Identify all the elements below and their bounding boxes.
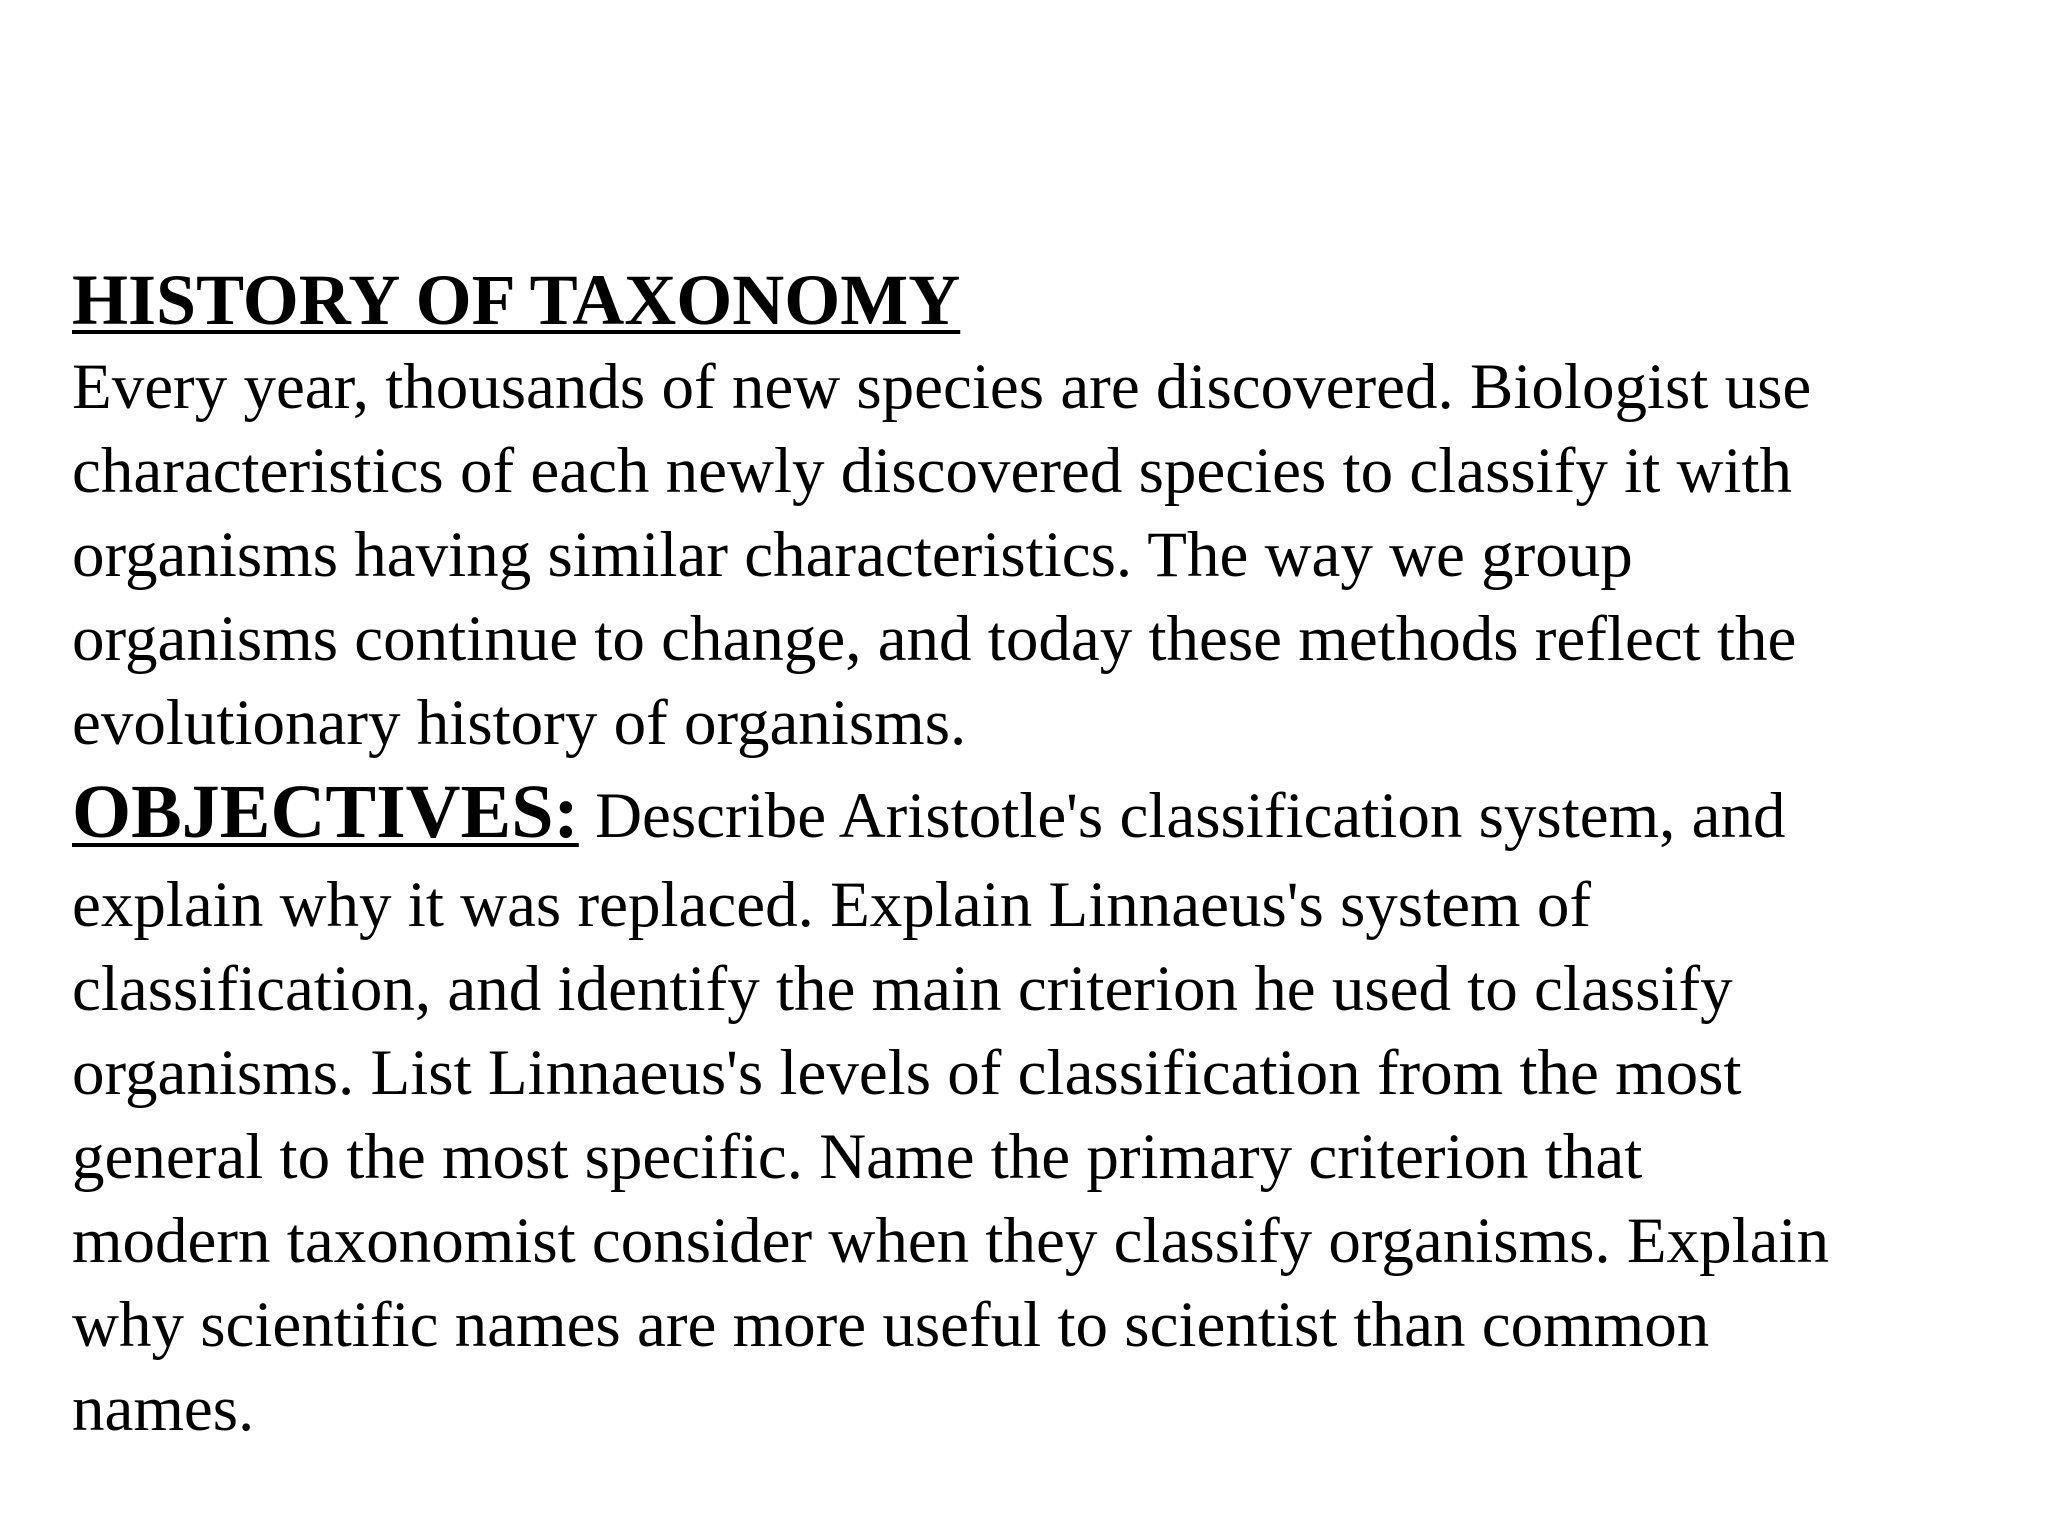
objectives-line: why scientific names are more useful to scientist than common [72, 1289, 1710, 1361]
objectives-heading: OBJECTIVES: [72, 770, 579, 854]
objectives-paragraph [72, 765, 2012, 1451]
objectives-line: classification, and identify the main criterion he used to classify [72, 953, 1733, 1025]
objectives-line: modern taxonomist consider when they classify organisms. Explain [72, 1205, 1830, 1277]
intro-line: characteristics of each newly discovered species to classify it with [72, 435, 1793, 507]
objectives-first-text: Describe Aristotle's classification system, and [578, 780, 1786, 852]
intro-line: organisms having similar characteristics. The way we group [72, 519, 1633, 591]
slide-content [72, 255, 2012, 1451]
slide-title: HISTORY OF TAXONOMY [72, 260, 961, 340]
objectives-line: names. [72, 1373, 255, 1445]
intro-line: organisms continue to change, and today these methods reflect the [72, 603, 1797, 675]
objectives-line: explain why it was replaced. Explain Linnaeus's system of [72, 869, 1591, 941]
objectives-first-line [72, 765, 2012, 863]
intro-line: Every year, thousands of new species are discovered. Biologist use [72, 351, 1812, 423]
intro-line: evolutionary history of organisms. [72, 687, 967, 759]
intro-paragraph [72, 345, 2012, 765]
objectives-line: organisms. List Linnaeus's levels of classification from the most [72, 1037, 1742, 1109]
objectives-line: general to the most specific. Name the primary criterion that [72, 1121, 1643, 1193]
